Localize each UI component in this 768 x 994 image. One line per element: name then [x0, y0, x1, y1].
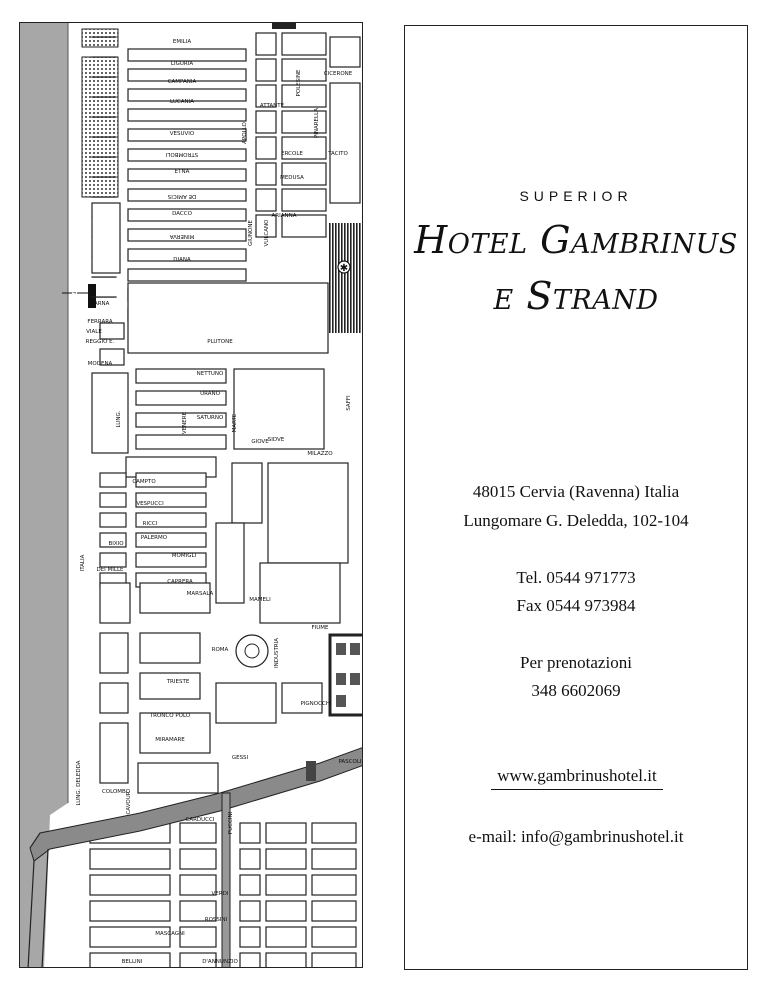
city-block	[312, 927, 356, 947]
street-label: MAMELI	[249, 597, 271, 603]
street-label: APOLLO	[242, 122, 248, 144]
city-block	[128, 109, 246, 121]
city-block	[140, 673, 200, 699]
street-label: ATTANTE	[259, 103, 285, 109]
street-label: DACCO	[172, 211, 192, 217]
booking-label: Per prenotazioni	[520, 653, 632, 672]
street-label: LUCANIA	[170, 99, 194, 105]
city-block	[138, 763, 218, 793]
beach-block-top	[82, 29, 118, 47]
city-block	[240, 875, 260, 895]
booking-phone: 348 6602069	[531, 681, 621, 700]
city-block	[330, 83, 360, 203]
website-link[interactable]: www.gambrinushotel.it	[491, 766, 663, 790]
street-label: INDUSTRIA	[274, 637, 280, 669]
street-label: CAMPTO	[132, 479, 156, 485]
city-block	[312, 875, 356, 895]
street-label: MODENA	[87, 361, 113, 367]
city-block	[330, 37, 360, 67]
street-label: VARNA	[90, 301, 110, 307]
street-label: VESUVIO	[169, 131, 195, 137]
street-label: MEDUSA	[280, 175, 304, 181]
city-block	[266, 927, 306, 947]
street-label: MOMIGLI	[171, 553, 197, 559]
city-block	[100, 513, 126, 527]
city-block	[266, 875, 306, 895]
city-block	[180, 849, 216, 869]
city-block	[240, 927, 260, 947]
telephone: Tel. 0544 971773	[516, 568, 636, 587]
street-label: ETNA	[174, 169, 190, 175]
city-block	[232, 463, 262, 523]
city-block	[256, 137, 276, 159]
street-label: D'ANNUNZIO	[202, 959, 238, 965]
street-label: TRIESTE	[166, 679, 190, 685]
street-label: GESSI	[231, 755, 249, 761]
street-label: PIGNOCCHI	[300, 701, 332, 707]
city-block	[100, 633, 128, 673]
city-block	[140, 583, 210, 613]
street-label: SAFFI	[346, 395, 352, 411]
street-label: MARSALA	[186, 591, 214, 597]
city-block	[100, 583, 130, 623]
street-label: DEI MILLE	[96, 567, 124, 573]
city-block	[282, 59, 326, 81]
street-label: PALERMO	[140, 535, 168, 541]
street-label: ROMA	[211, 647, 229, 653]
street-label: MINERVA	[169, 233, 195, 239]
street-label: VIALE	[86, 329, 102, 335]
city-block	[266, 953, 306, 968]
street-label: LUNG. DELEDDA	[76, 760, 82, 806]
beach-block-tall	[82, 57, 118, 197]
hotel-category: SUPERIOR	[519, 188, 633, 204]
city-block	[282, 163, 326, 185]
city-block	[312, 823, 356, 843]
city-block	[90, 875, 170, 895]
email[interactable]: e-mail: info@gambrinushotel.it	[468, 827, 684, 846]
city-block	[282, 189, 326, 211]
city-block	[92, 373, 128, 453]
street-label: VENERE	[182, 411, 188, 435]
city-block	[100, 683, 128, 713]
svg-text:✱: ✱	[339, 263, 349, 274]
street-label: ERCOLE	[281, 151, 303, 157]
city-block	[240, 901, 260, 921]
city-block	[266, 901, 306, 921]
street-label: CAMPANIA	[167, 79, 197, 85]
city-block	[260, 563, 340, 623]
city-block	[180, 823, 216, 843]
address-line1: 48015 Cervia (Ravenna) Italia	[472, 482, 680, 501]
street-label: PASCOLI	[338, 759, 362, 765]
city-block	[240, 823, 260, 843]
city-block	[100, 473, 126, 487]
city-block	[282, 683, 322, 713]
street-map-drawing	[20, 23, 363, 968]
street-label: RICCI	[142, 521, 158, 527]
street-label: TRONCO POLO	[149, 713, 191, 719]
street-label: PLUTONE	[207, 339, 233, 345]
street-label: ITALIA	[80, 554, 86, 572]
hotel-info-card	[404, 25, 748, 970]
street-label: GIUNONE	[248, 220, 254, 246]
street-label: CICERONE	[323, 71, 353, 77]
street-label: CAPRERA	[167, 579, 193, 585]
city-block	[312, 849, 356, 869]
street-label: VULCANO	[264, 219, 270, 247]
street-label: TACITO	[328, 151, 348, 157]
city-block	[90, 849, 170, 869]
street-label: VERDI	[211, 891, 229, 897]
city-block	[90, 927, 170, 947]
street-label: SIDVE	[267, 437, 285, 443]
street-label: EMILIA	[172, 39, 192, 45]
city-block	[100, 723, 128, 783]
street-label: FIUME	[311, 625, 329, 631]
city-block	[240, 953, 260, 968]
city-block	[282, 85, 326, 107]
city-block	[128, 49, 246, 61]
hotel-name-line2: e Strand	[493, 274, 659, 318]
street-label: BIXIO	[108, 541, 124, 547]
street-label: POLESINE	[296, 69, 302, 97]
street-label: BELLINI	[121, 959, 143, 965]
city-block	[100, 493, 126, 507]
city-block	[128, 269, 246, 281]
city-block	[268, 463, 348, 563]
street-label: PUCCINI	[228, 811, 234, 835]
city-block	[92, 203, 120, 273]
street-label: LUNG.	[116, 410, 122, 428]
sea-strip	[20, 23, 68, 968]
city-block	[180, 927, 216, 947]
street-label: COLOMBO	[101, 789, 131, 795]
fax: Fax 0544 973984	[516, 596, 636, 615]
street-label: DIANA	[173, 257, 191, 263]
street-label: CAVOUR	[126, 791, 132, 815]
city-block	[216, 523, 244, 603]
address-line2: Lungomare G. Deledda, 102-104	[463, 511, 689, 530]
city-block	[216, 683, 276, 723]
city-block	[90, 901, 170, 921]
city-block	[256, 33, 276, 55]
hotel-name	[405, 212, 747, 324]
street-label: MILAZZO	[307, 451, 333, 457]
street-label: LIGURIA	[170, 61, 194, 67]
street-label: PINARELLA	[314, 107, 320, 139]
street-label: MARTE	[232, 413, 238, 433]
city-block	[256, 59, 276, 81]
street-label: SATURNO	[196, 415, 224, 421]
street-label: ROSSINI	[204, 917, 228, 923]
hotel-name-line1: Hotel Gambrinus	[414, 218, 738, 262]
hatched-park	[328, 223, 363, 333]
sea-label: Hotel Gambrinus e Strand	[67, 282, 83, 469]
street-label: MASCAGNI	[155, 931, 185, 937]
city-block	[100, 553, 126, 567]
city-block	[100, 323, 124, 339]
city-map	[19, 22, 363, 968]
street-label: REGGIO E.	[85, 339, 115, 345]
street-label: NETTUNO	[196, 371, 224, 377]
city-block	[140, 633, 200, 663]
city-block	[256, 111, 276, 133]
city-block	[256, 163, 276, 185]
street-label: MIRAMARE	[155, 737, 185, 743]
city-block	[256, 189, 276, 211]
street-label: ARIANNA	[271, 213, 297, 219]
street-label: GIOVE	[251, 439, 269, 445]
street-label: URANO	[200, 391, 220, 397]
street-label: VESPUCCI	[136, 501, 164, 507]
city-block	[266, 823, 306, 843]
city-block	[266, 849, 306, 869]
street-label: STROMBOLI	[165, 151, 199, 157]
city-block	[240, 849, 260, 869]
street-label: DE AMICIS	[167, 193, 197, 199]
city-block	[312, 901, 356, 921]
city-block	[140, 713, 210, 753]
city-block	[312, 953, 356, 968]
street-label: CARDUCCI	[185, 817, 215, 823]
street-label: FERRARA	[87, 319, 113, 325]
city-block	[282, 33, 326, 55]
city-block	[136, 435, 226, 449]
